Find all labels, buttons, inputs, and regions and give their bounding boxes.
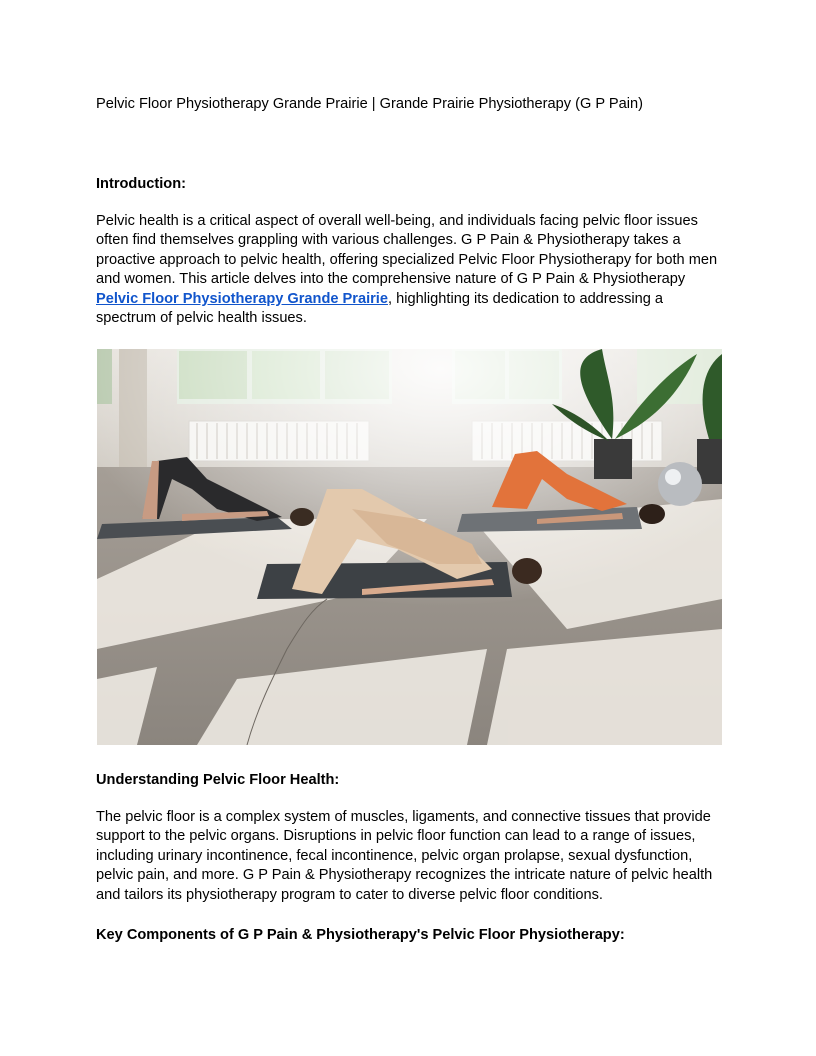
intro-text-end: , highlighting its dedication to addressing a spectrum of pelvic health issues.	[96, 290, 664, 327]
intro-heading: Introduction:	[96, 176, 186, 192]
intro-text-start: Pelvic health is a critical aspect of overall well-being, and individuals facing pelvic floor issues often find themselves grappling with various challenges. G P Pain & Physiotherapy takes a proactive approach to pelvic health, offering specialized Pelvic Floor Physiotherapy for both men and women. This article delves into the comprehensive nature of G P Pain & Physiotherapy	[96, 213, 718, 288]
understanding-heading: Understanding Pelvic Floor Health:	[96, 772, 340, 788]
disco-ball	[658, 462, 702, 506]
yoga-photo	[97, 349, 722, 745]
page-title: Pelvic Floor Physiotherapy Grande Prairie | Grande Prairie Physiotherapy (G P Pain)	[96, 96, 643, 112]
intro-paragraph	[96, 212, 726, 328]
pelvic-floor-link[interactable]: Pelvic Floor Physiotherapy Grande Prairie	[96, 290, 388, 307]
key-components-heading: Key Components of G P Pain & Physiotherapy's Pelvic Floor Physiotherapy:	[96, 927, 625, 943]
understanding-paragraph: The pelvic floor is a complex system of muscles, ligaments, and connective tissues that provide support to the pelvic organs. Disruptions in pelvic floor function can lead to a range of issues, including urinary incontinence, fecal incontinence, pelvic organ prolapse, sexual dysfunction, pelvic pain, and more. G P Pain & Physiotherapy recognizes the intricate nature of pelvic health and tailors its physiotherapy program to cater to diverse pelvic floor conditions.	[96, 809, 713, 903]
